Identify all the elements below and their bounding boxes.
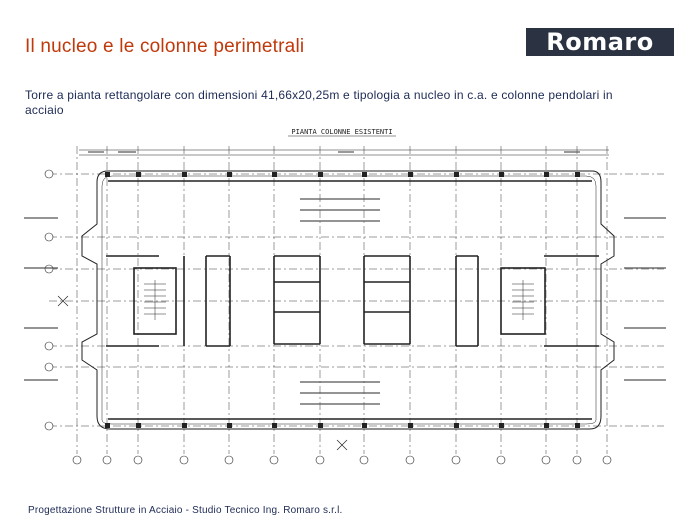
slide-subtitle: Torre a pianta rettangolare con dimensioni 41,66x20,25m e tipologia a nucleo in c.a. e colonne pendolari in acciaio <box>25 88 613 117</box>
floor-plan-drawing <box>24 124 674 482</box>
slide-footer: Progettazione Strutture in Acciaio - Studio Tecnico Ing. Romaro s.r.l. <box>28 505 343 516</box>
logo-text: Romaro <box>546 28 654 56</box>
plan-title: PIANTA COLONNE ESISTENTI <box>291 128 393 136</box>
slide-title: Il nucleo e le colonne perimetrali <box>25 36 305 57</box>
drawing-annotations <box>24 152 666 404</box>
plan-geometry <box>49 146 664 454</box>
romaro-logo <box>526 28 674 56</box>
grid-bubbles <box>45 170 611 464</box>
